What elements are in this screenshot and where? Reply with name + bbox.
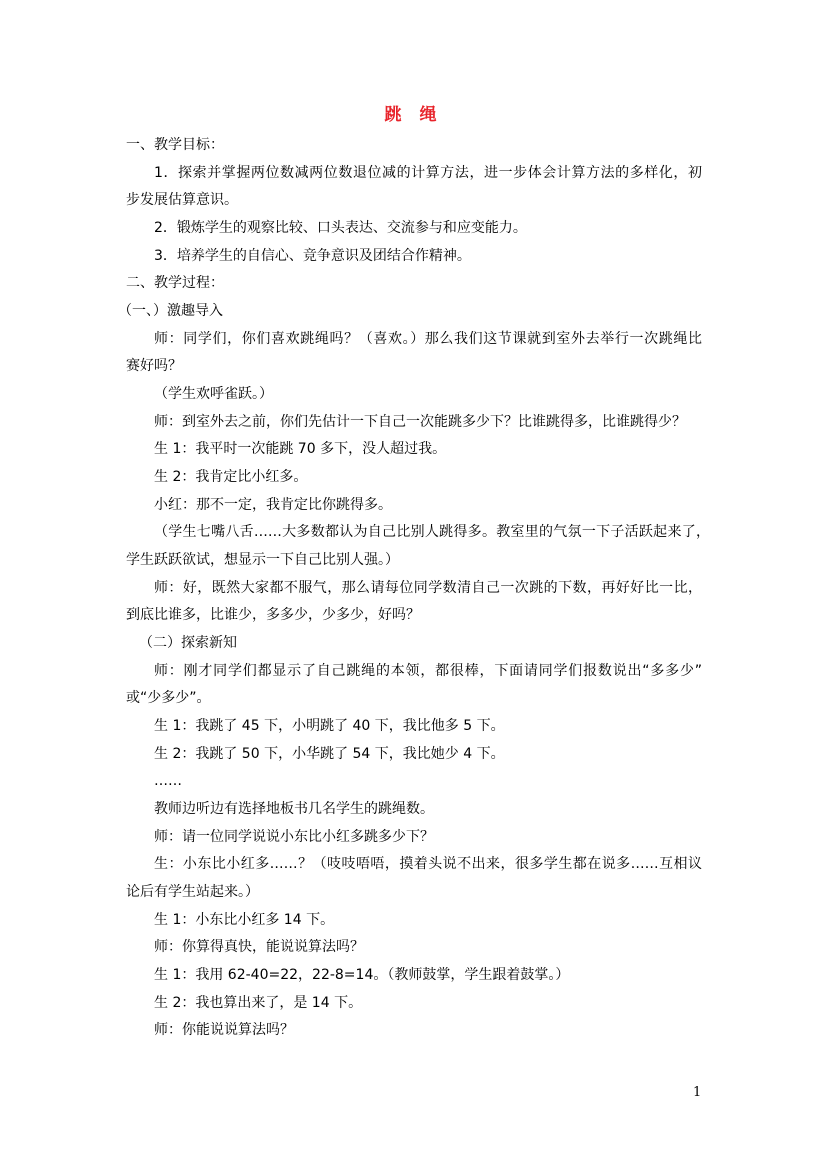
- paragraph-line: 教师边听边有选择地板书几名学生的跳绳数。: [154, 801, 434, 817]
- paragraph-line: 生 1：我平时一次能跳 70 多下，没人超过我。: [154, 441, 447, 457]
- paragraph-line: 师：你能说说算法吗？: [154, 1022, 294, 1038]
- paragraph-line: 师：请一位同学说说小东比小红多跳多少下？: [154, 829, 434, 845]
- paragraph-line: 到底比谁多，比谁少，多多少，少多少，好吗？: [126, 607, 420, 623]
- paragraph-line: 生：小东比小红多……？（吱吱唔唔，摸着头说不出来，很多学生都在说多……互相议: [154, 856, 702, 872]
- paragraph-line: （学生欢呼雀跃。）: [154, 386, 273, 402]
- paragraph-line: 2．锻炼学生的观察比较、口头表达、交流参与和应变能力。: [154, 220, 527, 236]
- paragraph-line: 步发展估算意识。: [126, 192, 238, 208]
- paragraph-line: 小红：那不一定，我肯定比你跳得多。: [154, 497, 392, 513]
- paragraph-line: 师：刚才同学们都显示了自己跳绳的本领，都很棒，下面请同学们报数说出“多多少”: [154, 663, 702, 679]
- paragraph-line: 生 1：我用 62-40=22，22-8=14。（教师鼓掌，学生跟着鼓掌。）: [154, 967, 570, 983]
- page-number: 1: [693, 1085, 702, 1100]
- section-heading: 二、教学过程：: [126, 275, 224, 291]
- paragraph-line: 或“少多少”。: [126, 690, 211, 706]
- paragraph-line: 3．培养学生的自信心、竞争意识及团结合作精神。: [154, 248, 471, 264]
- paragraph-line: ……: [154, 773, 182, 789]
- section-heading: 一、教学目标：: [126, 137, 224, 153]
- document-title: 跳 绳: [384, 105, 443, 125]
- paragraph-line: 生 2：我也算出来了，是 14 下。: [154, 995, 363, 1011]
- paragraph-line: 赛好吗？: [126, 358, 182, 374]
- paragraph-line: 师：你算得真快，能说说算法吗？: [154, 939, 364, 955]
- paragraph-line: 生 1：小东比小红多 14 下。: [154, 912, 335, 928]
- paragraph-line: 学生跃跃欲试，想显示一下自己比别人强。）: [126, 552, 399, 568]
- paragraph-line: 生 2：我肯定比小红多。: [154, 469, 308, 485]
- paragraph-line: 1．探索并掌握两位数减两位数退位减的计算方法，进一步体会计算方法的多样化，初: [154, 165, 702, 181]
- subsection-heading: （二）探索新知: [139, 635, 237, 651]
- paragraph-line: 师：到室外去之前，你们先估计一下自己一次能跳多少下？比谁跳得多，比谁跳得少？: [154, 414, 686, 430]
- paragraph-line: 生 1：我跳了 45 下，小明跳了 40 下，我比他多 5 下。: [154, 718, 505, 734]
- paragraph-line: 师：好，既然大家都不服气，那么请每位同学数清自己一次跳的下数，再好好比一比，: [154, 580, 702, 596]
- paragraph-line: 生 2：我跳了 50 下，小华跳了 54 下，我比她少 4 下。: [154, 746, 505, 762]
- paragraph-line: （学生七嘴八舌……大多数都认为自己比别人跳得多。教室里的气氛一下子活跃起来了，: [154, 524, 710, 540]
- paragraph-line: 论后有学生站起来。）: [126, 884, 259, 900]
- subsection-heading: （一、）激趣导入: [118, 303, 223, 319]
- paragraph-line: 师：同学们，你们喜欢跳绳吗？（喜欢。）那么我们这节课就到室外去举行一次跳绳比: [154, 331, 702, 347]
